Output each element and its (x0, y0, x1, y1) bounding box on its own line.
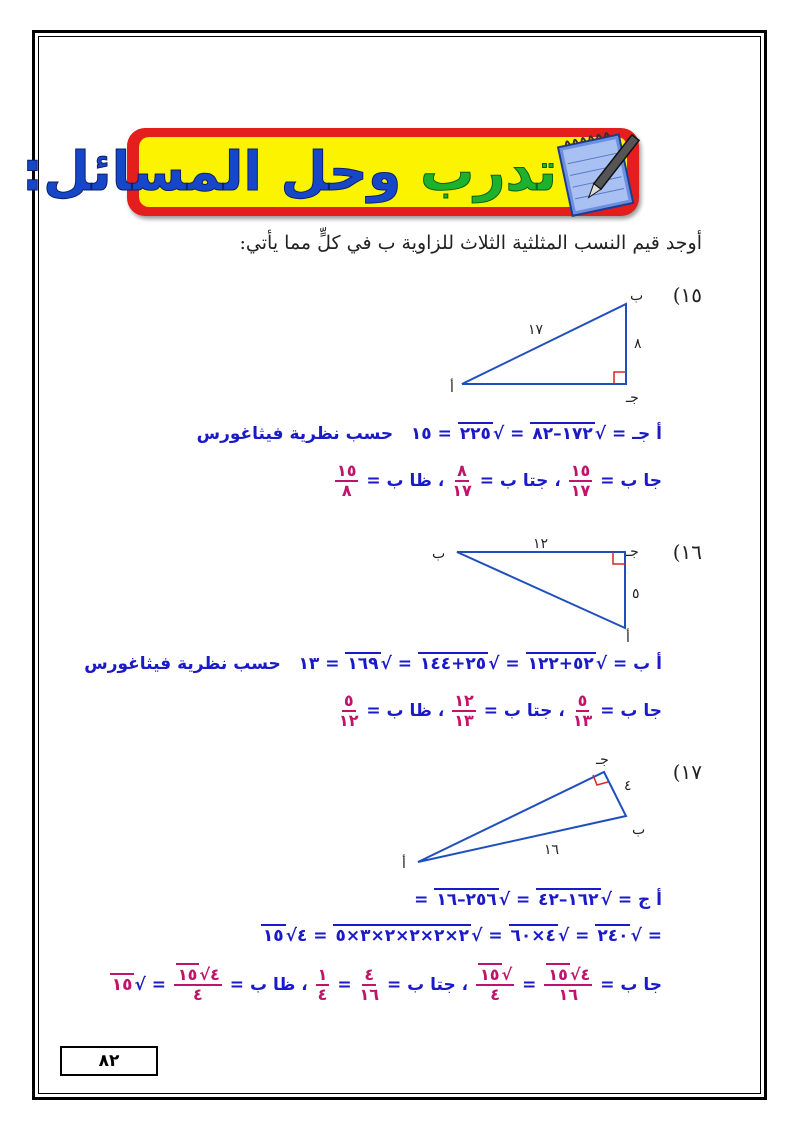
p17-result-coef: ٤ (296, 926, 308, 946)
p16-tan-label: ، ظا ب = (366, 701, 445, 721)
p17-tan-label: ، ظا ب = (229, 975, 308, 995)
p15-radical-2: ٢٢٥ (459, 424, 491, 444)
label-16-a: أ (626, 630, 630, 646)
p15-cos-label: ، جتا ب = (479, 471, 561, 491)
problem-15-solution-line2 (333, 462, 662, 500)
triangle-16-figure (455, 548, 630, 633)
label-17-b: ب (632, 822, 646, 838)
p16-tan-fraction: $\frac{٥}{١٢}$ (338, 691, 359, 730)
label-17-leg: ٤ (624, 778, 632, 794)
label-15-c: جـ (626, 390, 639, 406)
p16-radical-2: ٢٥+١٤٤ (419, 654, 487, 674)
label-15-a: أ (450, 380, 454, 396)
p17-cos-fraction: $\frac{٤}{١٦}$ (359, 965, 380, 1004)
p15-result: ١٥ (410, 424, 432, 444)
p16-radical-3: ١٦٩ (347, 654, 379, 674)
label-15-hyp: ١٧ (528, 322, 544, 338)
label-16-leg: ٥ (632, 586, 640, 602)
problem-16-solution-line1: أ ب = √٥٢+١٢٢ = √٢٥+١٤٤ = √١٦٩ = ١٣ حسب نظرية فيثاغورس (84, 654, 662, 674)
p15-sin-fraction: $\frac{١٥}{١٧}$ (570, 461, 591, 500)
page-number: ٨٢ (60, 1046, 158, 1076)
triangle-17 (418, 772, 626, 862)
p17-radical-5: ٢×٢×٢×٢×٣×٥ (335, 926, 470, 946)
problem-17-solution-line1: أ ج = √١٦٢–٤٢ = √٢٥٦–١٦ = (414, 890, 662, 910)
problem-15-number: ١٥) (672, 283, 702, 307)
problem-16-solution-line2 (337, 692, 662, 730)
p15-lhs: أ جـ = (612, 424, 662, 444)
p15-radical-1: ١٧٢–٨٢ (532, 424, 593, 444)
p17-line1-tail: = (414, 890, 429, 910)
p17-radical-4: ٤×٦٠ (510, 926, 556, 946)
p15-tan-fraction: $\frac{١٥}{٨}$ (336, 461, 357, 500)
p15-cos-fraction: $\frac{٨}{١٧}$ (452, 461, 472, 500)
label-17-bottom: ١٦ (544, 842, 560, 858)
problem-17-number: ١٧) (672, 760, 702, 784)
p16-result: ١٣ (298, 654, 320, 674)
p16-lhs: أ ب = (613, 654, 662, 674)
instruction-text: أوجد قيم النسب المثلثية الثلاث للزاوية ب في كلٍّ مما يأتي: (239, 232, 702, 254)
triangle-15 (462, 304, 626, 384)
problem-17-solution-line2: = √٢٤٠ = √٤×٦٠ = √٢×٢×٢×٢×٣×٥ = ٤√١٥ (262, 926, 662, 946)
right-angle-mark-15 (614, 372, 626, 384)
label-16-c: جـ (626, 544, 639, 560)
p17-radical-3: ٢٤٠ (597, 926, 629, 946)
label-15-b: ب (630, 288, 644, 304)
problem-16-number: ١٦) (672, 540, 702, 564)
p17-sin-simplified: $\frac{√١٥}{٤}$ (476, 966, 514, 1004)
p17-result-radical: ١٥ (262, 926, 284, 946)
p17-radical-2: ٢٥٦–١٦ (436, 890, 497, 910)
problem-15-solution-line1: أ جـ = √١٧٢–٨٢ = √٢٢٥ = ١٥ حسب نظرية فيثاغورس (196, 424, 662, 444)
problem-17-solution-line3: جا ب = $\frac{٤√١٥}{١٦}$ = $\frac{√١٥}{٤}$ ، جتا ب = $\frac{٤}{١٦}$ = $\frac{١}{٤}$ ، ظا ب = $\frac{٤√١٥}{٤}$ = √١٥ (111, 965, 662, 1004)
p17-cos-label: ، جتا ب = (386, 975, 469, 995)
p16-radical-1: ٥٢+١٢٢ (527, 654, 594, 674)
triangle-17-figure (412, 768, 632, 868)
p15-sin-label: جا ب = (600, 471, 662, 491)
right-angle-mark-16 (613, 552, 625, 564)
label-15-leg: ٨ (634, 336, 642, 352)
triangle-15-figure (460, 300, 630, 390)
p16-sin-fraction: $\frac{٥}{١٣}$ (572, 691, 593, 730)
label-16-top: ١٢ (533, 536, 549, 552)
label-17-c: جـ (596, 752, 609, 768)
p17-sin-fraction: $\frac{٤√١٥}{١٦}$ (544, 966, 592, 1004)
p15-tan-label: ، ظا ب = (366, 471, 445, 491)
notebook-pencil-icon (548, 122, 644, 220)
title-text (22, 137, 557, 207)
p16-cos-fraction: $\frac{١٢}{١٣}$ (454, 691, 474, 730)
p16-sin-label: جا ب = (600, 701, 662, 721)
p16-cos-label: ، جتا ب = (483, 701, 565, 721)
p17-cos-simplified: $\frac{١}{٤}$ (317, 965, 328, 1004)
label-16-b: ب (432, 546, 446, 562)
label-17-a: أ (402, 856, 406, 872)
p17-lhs: أ ج = (617, 890, 662, 910)
p16-note: حسب نظرية فيثاغورس (84, 654, 281, 674)
p17-tan-fraction: $\frac{٤√١٥}{٤}$ (174, 966, 222, 1004)
title-part2: وحل المسائل: (21, 140, 402, 203)
title-part1: تدرب (420, 140, 557, 203)
p15-note: حسب نظرية فيثاغورس (196, 424, 394, 444)
p17-tan-result: ١٥ (111, 975, 133, 995)
p17-radical-1: ١٦٢–٤٢ (538, 890, 599, 910)
triangle-16 (457, 552, 625, 628)
p17-sin-label: جا ب = (600, 975, 662, 995)
